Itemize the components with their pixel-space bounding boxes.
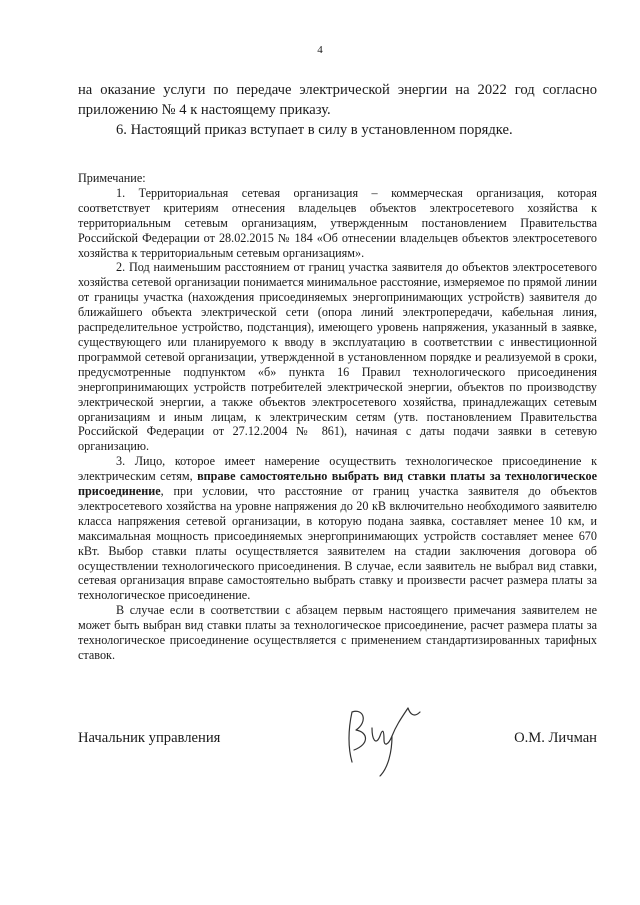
note-item-3-bold: вправе самостоятельно выбрать вид ставки платы за технологическое присоединение xyxy=(78,469,597,499)
note-item-2: 2. Под наименьшим расстоянием от границ участка заявителя до объектов электросетевого хозяйства сетевой организации понимается минимальное расстояние, измеряемое по прямой линии от границы участка (нахождения присоединяемых энергопринимающих устройств) заявителя до ближайшего объекта электрической сети (опора линий электропередачи, кабельная линия, распределительное устройство, подстанция), имеющего уровень напряжения, указанный в заявке, существующего или планируемого к вводу в эксплуатацию в соответствии с инвестиционной программой сетевой организации, утвержденной в установленном порядке и реализуемой в сроки, предусмотренные подпунктом «б» пункта 16 Правил технологического присоединения энергопринимающих устройств потребителей электрической энергии, объектов по производству электрической энергии, а также объектов электросетевого хозяйства, принадлежащих сетевым организациям и иным лицам, к электрическим сетям (утв. постановлением Правительства Российской Федерации от 27.12.2004 № 861), начиная с даты подачи заявки в сетевую организацию. xyxy=(78,260,597,454)
intro-block xyxy=(78,80,597,140)
note-block xyxy=(78,171,597,663)
intro-paragraph: на оказание услуги по передаче электрической энергии на 2022 год согласно приложению № 4 к настоящему приказу. xyxy=(78,82,597,118)
note-item-3-end: , при условии, что расстояние от границ участка заявителя до объектов электросетевого хозяйства на уровне напряжения до 20 кВ включительно необходимого заявителю класса напряжения сетевой организации, в которую подана заявка, составляет менее 10 км, и максимальная мощность присоединяемых энергопринимающих устройств составляет менее 670 кВт. Выбор ставки платы осуществляется заявителем на стадии заключения договора об осуществлении технологического присоединения. В случае, если заявитель не выбрал вид ставки, сетевая организация вправе самостоятельно выбрать ставку и произвести расчет размера платы за технологическое присоединение. xyxy=(78,484,597,603)
signature-row xyxy=(78,730,597,754)
note-item-3-start: 3. Лицо, которое имеет намерение осуществить технологическое присоединение к электрическим сетям, xyxy=(78,454,597,484)
page-number: 4 xyxy=(317,44,323,56)
note-item-3 xyxy=(78,454,597,603)
signatory-position: Начальник управления xyxy=(78,730,221,746)
signatory-name: О.М. Личман xyxy=(514,730,597,746)
note-item-3-continuation: В случае если в соответствии с абзацем первым настоящего примечания заявителем не может быть выбран вид ставки платы за технологическое присоединение, расчет размера платы за технологическое присоединение осуществляется с применением стандартизированных тарифных ставок. xyxy=(78,603,597,662)
note-title: Примечание: xyxy=(78,171,146,185)
item-6-paragraph: 6. Настоящий приказ вступает в силу в установленном порядке. xyxy=(116,122,513,138)
note-item-1: 1. Территориальная сетевая организация – коммерческая организация, которая соответствует критериям отнесения владельцев объектов электросетевого хозяйства к территориальным сетевым организациям, утвержденным постановлением Правительства Российской Федерации от 28.02.2015 № 184 «Об отнесении владельцев объектов электросетевого хозяйства к территориальным сетевым организациям». xyxy=(78,185,597,260)
